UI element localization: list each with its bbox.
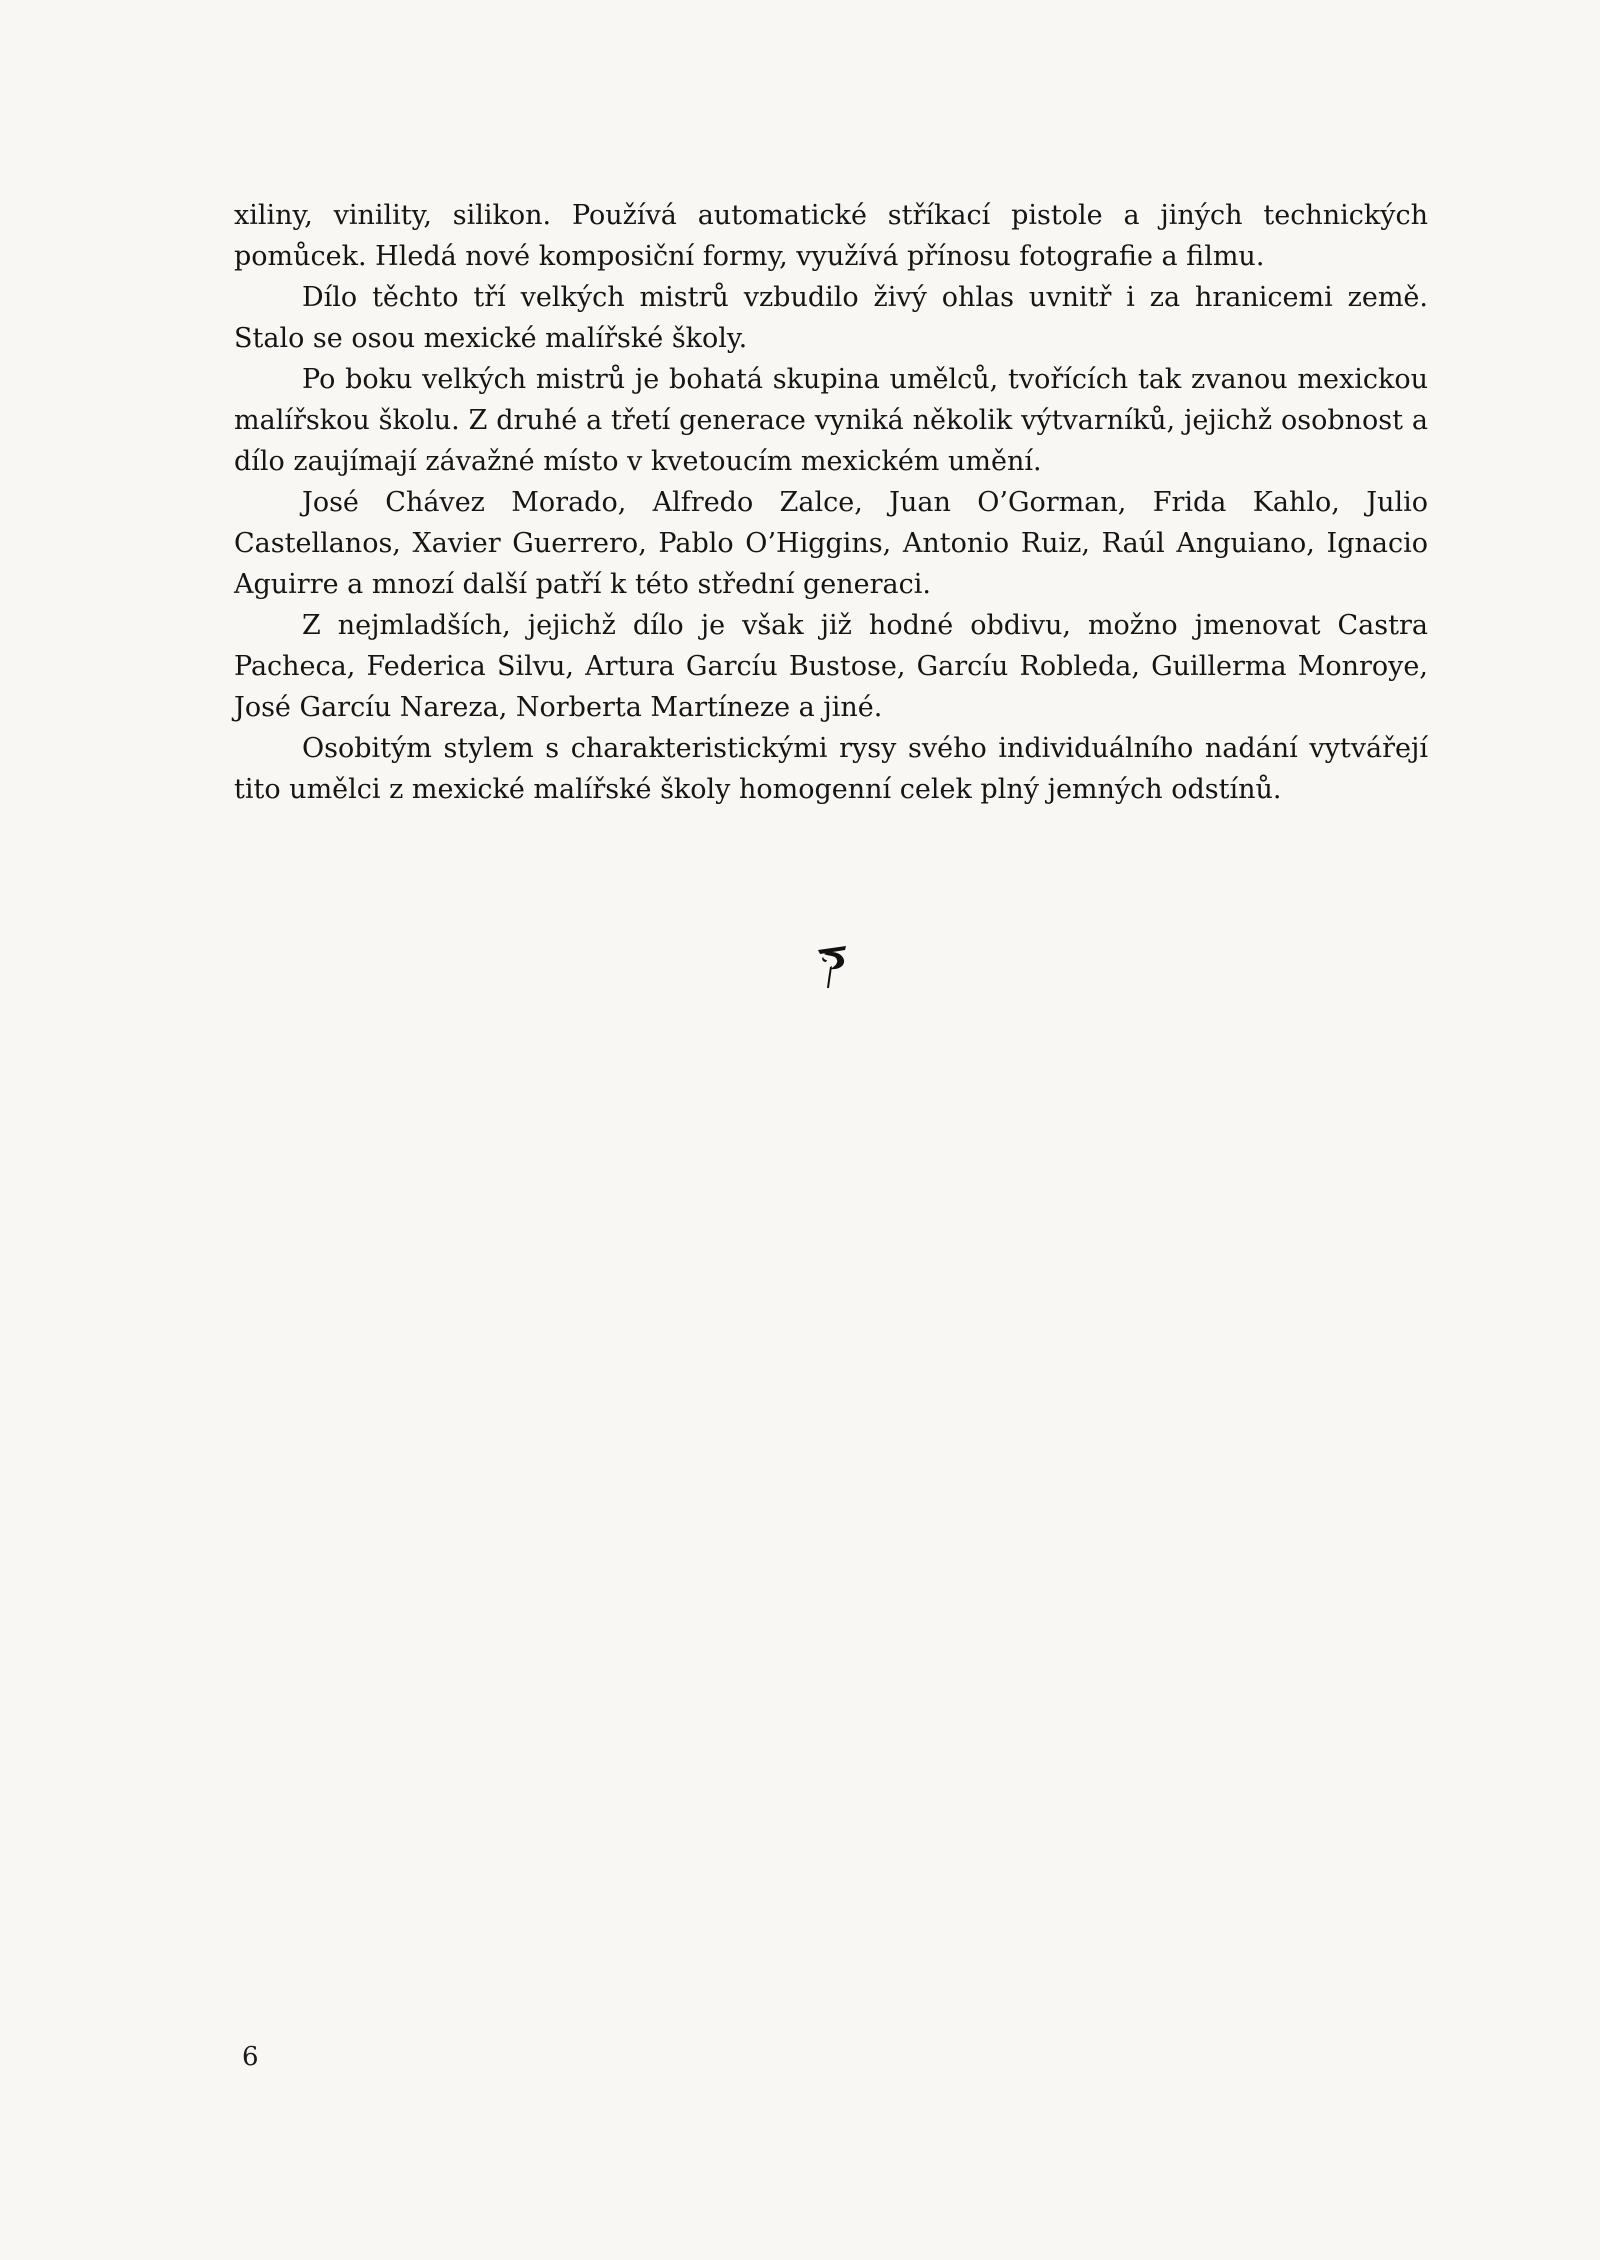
paragraph-6: Osobitým stylem s charakteristickými rysy svého individuálního nadání vytvářejí tito umělci z mexické malířské školy homogenní celek plný jemných odstínů. [234,733,1428,805]
paragraph-4: José Chávez Morado, Alfredo Zalce, Juan O’Gorman, Frida Kahlo, Julio Castellanos, Xavier Guerrero, Pablo O’Higgins, Antonio Ruiz, Raúl Anguiano, Ignacio Aguirre a mnozí další patří k této střední generaci. [234,487,1428,600]
publisher-mark-icon [812,940,852,992]
paragraph-1: xiliny, vinility, silikon. Používá automatické stříkací pistole a jiných technických pomůcek. Hledá nové komposiční formy, využívá přínosu fotografie a filmu. [234,200,1428,272]
paragraph-2: Dílo těchto tří velkých mistrů vzbudilo živý ohlas uvnitř i za hranicemi země. Stalo se osou mexické malířské školy. [234,282,1428,354]
paragraph-3: Po boku velkých mistrů je bohatá skupina umělců, tvořících tak zvanou mexickou malířskou školu. Z druhé a třetí generace vyniká několik výtvarníků, jejichž osobnost a dílo zaujímají závažné místo v kvetoucím mexickém umění. [234,364,1428,477]
paragraph-5: Z nejmladších, jejichž dílo je však již hodné obdivu, možno jmenovat Castra Pacheca, Federica Silvu, Artura Garcíu Bustose, Garcíu Robleda, Guillerma Monroye, José Garcíu Nareza, Norberta Martíneze a jiné. [234,610,1428,723]
body-text [234,195,1428,810]
page-number: 6 [242,2042,259,2072]
